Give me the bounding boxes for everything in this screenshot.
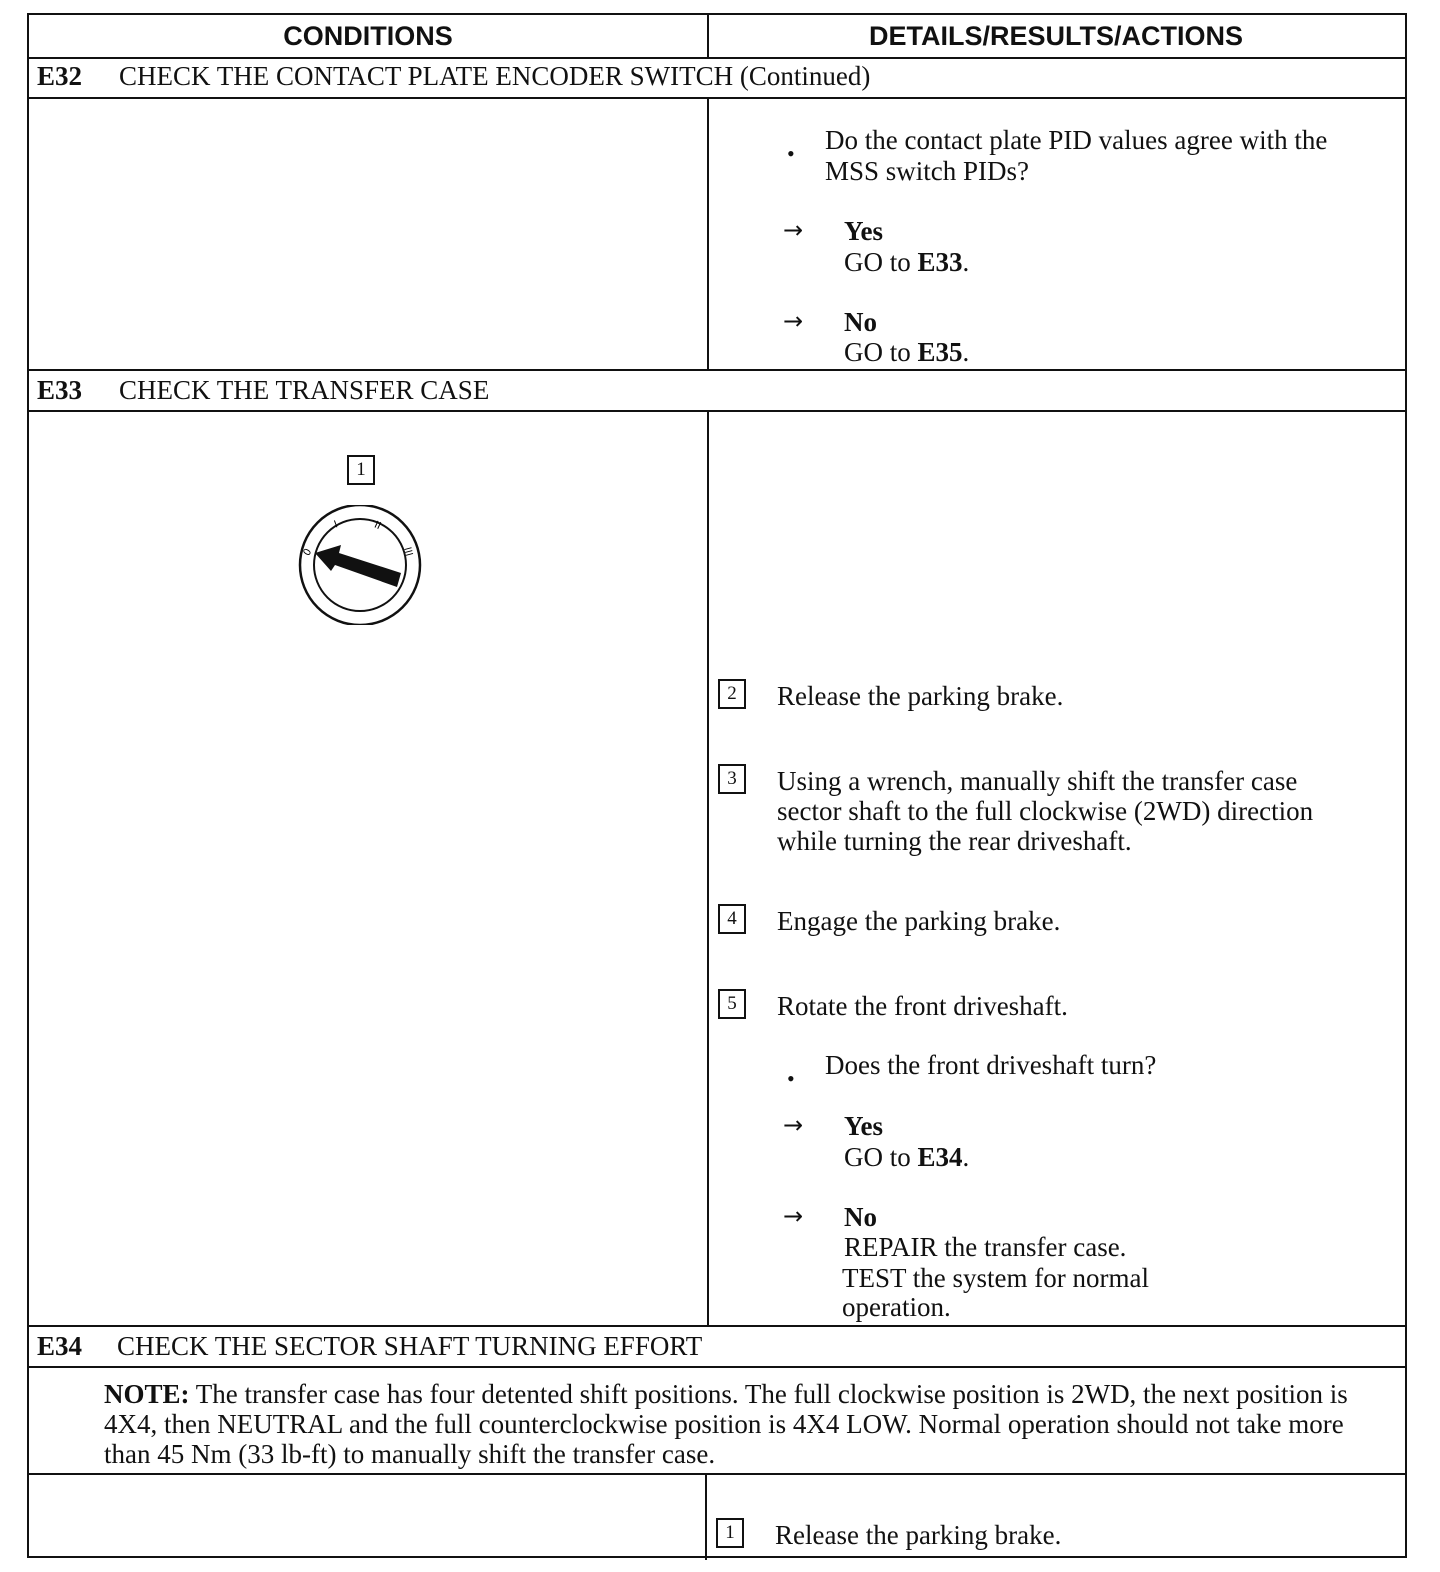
yes-label: Yes: [844, 1111, 883, 1141]
dial-arrow: [315, 545, 401, 587]
go-to-target: E35: [917, 337, 963, 367]
e32-yes-action: GO to E33.: [844, 247, 970, 277]
e32-question-line: MSS switch PIDs?: [825, 156, 1030, 186]
arrow-icon: →: [783, 1202, 804, 1230]
note-text: The transfer case has four detented shift positions. The full clockwise position is 2WD, the next position is 4X4, then NEUTRAL and the full counterclockwise position is 4X4 LOW. Normal operation should not take more than 45 Nm (33 lb-ft) to manually shift the transfer case.: [104, 1379, 1348, 1469]
no-label: No: [844, 1202, 877, 1232]
step-number-box: 5: [718, 989, 746, 1019]
dial-mark: III: [401, 546, 415, 558]
e34-note: [104, 1379, 1374, 1469]
step-text: Using a wrench, manually shift the transfer case: [777, 766, 1298, 796]
go-to-text: GO to: [844, 1142, 911, 1172]
bullet: •: [787, 1066, 795, 1091]
step-text: Engage the parking brake.: [777, 906, 1061, 936]
section-title: CHECK THE CONTACT PLATE ENCODER SWITCH (Continued): [119, 61, 871, 91]
go-to-target: E33: [917, 247, 963, 277]
section-id: E32: [37, 61, 83, 91]
column-divider: [707, 99, 709, 371]
step-text: while turning the rear driveshaft.: [777, 826, 1132, 856]
section-e34-title-bar: [29, 1327, 1405, 1368]
dial-mark: II: [372, 519, 383, 533]
dial-mark: 0: [301, 546, 315, 558]
e32-no-action: GO to E35.: [844, 337, 970, 367]
section-id: E33: [37, 375, 83, 405]
conditions-header: CONDITIONS: [283, 21, 453, 51]
yes-label: Yes: [844, 216, 883, 246]
e33-question: Does the front driveshaft turn?: [825, 1050, 1157, 1080]
e33-no-action: operation.: [842, 1292, 951, 1322]
step-number-box: 1: [347, 455, 375, 485]
e33-yes-action: GO to E34.: [844, 1142, 970, 1172]
column-divider: [707, 412, 709, 1327]
section-id: E34: [37, 1331, 83, 1361]
note-label: NOTE:: [104, 1379, 190, 1409]
column-divider: [705, 1475, 707, 1560]
procedure-table: [27, 13, 1407, 1558]
go-to-target: E34: [917, 1142, 963, 1172]
arrow-icon: →: [783, 307, 804, 335]
bullet: •: [787, 141, 795, 166]
dial-mark: I: [332, 519, 340, 531]
e32-question-line: Do the contact plate PID values agree with the: [825, 125, 1328, 155]
details-header: DETAILS/RESULTS/ACTIONS: [868, 21, 1243, 51]
step-text: Release the parking brake.: [775, 1520, 1062, 1550]
e33-no-action: TEST the system for normal: [842, 1263, 1149, 1293]
go-to-text: GO to: [844, 247, 911, 277]
step-text: Release the parking brake.: [777, 681, 1064, 711]
section-title: CHECK THE SECTOR SHAFT TURNING EFFORT: [117, 1331, 703, 1361]
step-number-box: 4: [718, 904, 746, 934]
arrow-icon: →: [783, 1111, 804, 1139]
section-e33-title-bar: [29, 371, 1405, 412]
step-text: Rotate the front driveshaft.: [777, 991, 1068, 1021]
step-number-box: 3: [718, 764, 746, 794]
row-divider: [29, 1473, 1405, 1475]
step-text: sector shaft to the full clockwise (2WD) direction: [777, 796, 1314, 826]
e33-no-action: REPAIR the transfer case.: [844, 1232, 1127, 1262]
header-divider: [707, 15, 709, 57]
go-to-text: GO to: [844, 337, 911, 367]
step-number-box: 1: [716, 1518, 744, 1548]
step-number-box: 2: [718, 679, 746, 709]
no-label: No: [844, 307, 877, 337]
table-header: [29, 15, 1405, 59]
arrow-icon: →: [783, 216, 804, 244]
transfer-case-dial-figure: [291, 505, 429, 625]
section-title: CHECK THE TRANSFER CASE: [119, 375, 490, 405]
section-e32-title-bar: [29, 57, 1405, 99]
